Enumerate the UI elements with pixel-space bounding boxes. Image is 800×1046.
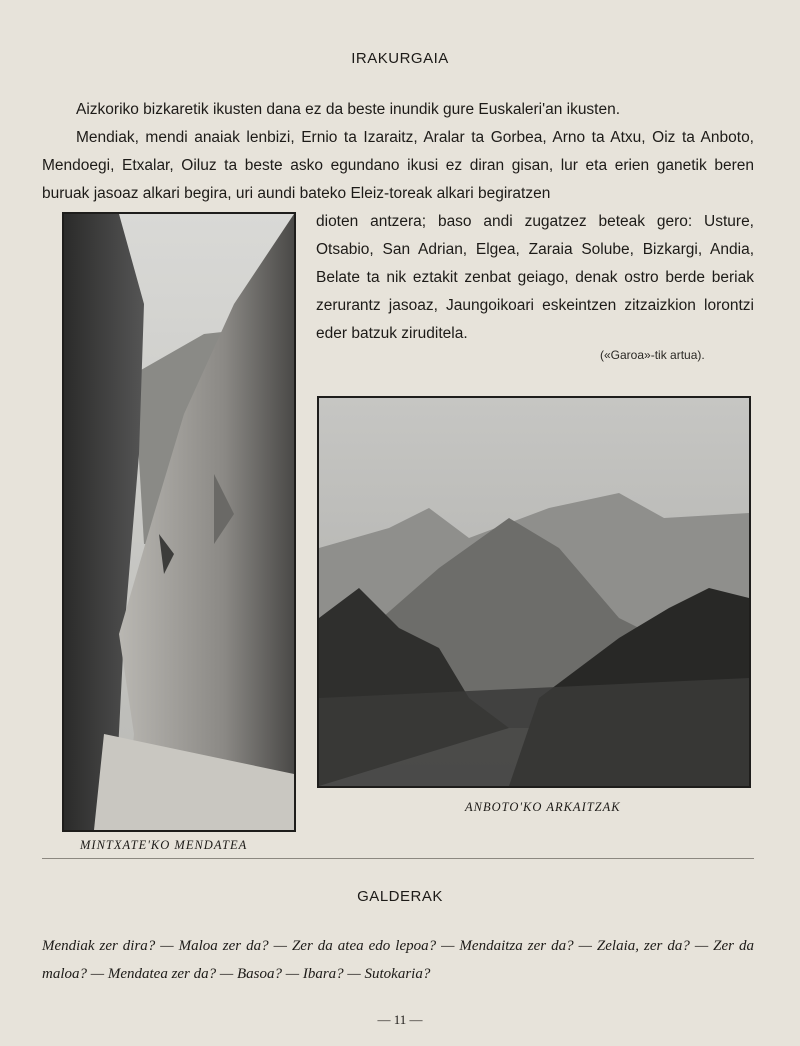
reading-paragraph-1 — [42, 96, 754, 208]
page-number: — 11 — — [377, 1012, 423, 1027]
caption-mintxate: MINTXATE'KO MENDATEA — [80, 838, 248, 852]
caption-anboto: ANBOTO'KO ARKAITZAK — [465, 800, 621, 814]
paragraph-1-text: Aizkoriko bizkaretik ikusten dana ez da beste inundik gure Euskaleri'an ikusten. — [76, 101, 621, 118]
section-divider — [42, 858, 754, 859]
photo-mintxate-pass — [62, 212, 296, 832]
reading-paragraph-2-continued: dioten antzera; baso andi zugatzez beteak gero: Usture, Otsabio, San Adrian, Elgea, Zaraia Solube, Bizkargi, Andia, Belate ta nik eztakit zenbat geiago, denak ostro berde beriak zerurantz jasoaz, Jaungoikoari eskeintzen zitzaizkion lorontzi eder batzuk ziruditela. — [316, 213, 754, 342]
questions-heading: GALDERAK — [357, 888, 443, 905]
paragraph-2-text-start: Mendiak, mendi anaiak lenbizi, Ernio ta Izaraitz, Aralar ta Gorbea, Arno ta Atxu, Oiz ta Anboto, Mendoegi, Etxalar, Oiluz ta beste asko egundano ikusi ez diran gisan, lur eta erien ganetik beren buruak jasoaz alkari begira, uri aundi bateko Eleiz-toreak alkari begiratzen — [42, 129, 754, 202]
source-citation: («Garoa»-tik artua). — [600, 348, 705, 362]
page-title: IRAKURGAIA — [351, 50, 449, 67]
questions-text: Mendiak zer dira? — Maloa zer da? — Zer da atea edo lepoa? — Mendaitza zer da? — Zelaia, zer da? — Zer da maloa? — Mendatea zer da? — Basoa? — Ibara? — Sutokaria? — [42, 938, 754, 982]
photo-anboto-rocks — [317, 396, 751, 788]
